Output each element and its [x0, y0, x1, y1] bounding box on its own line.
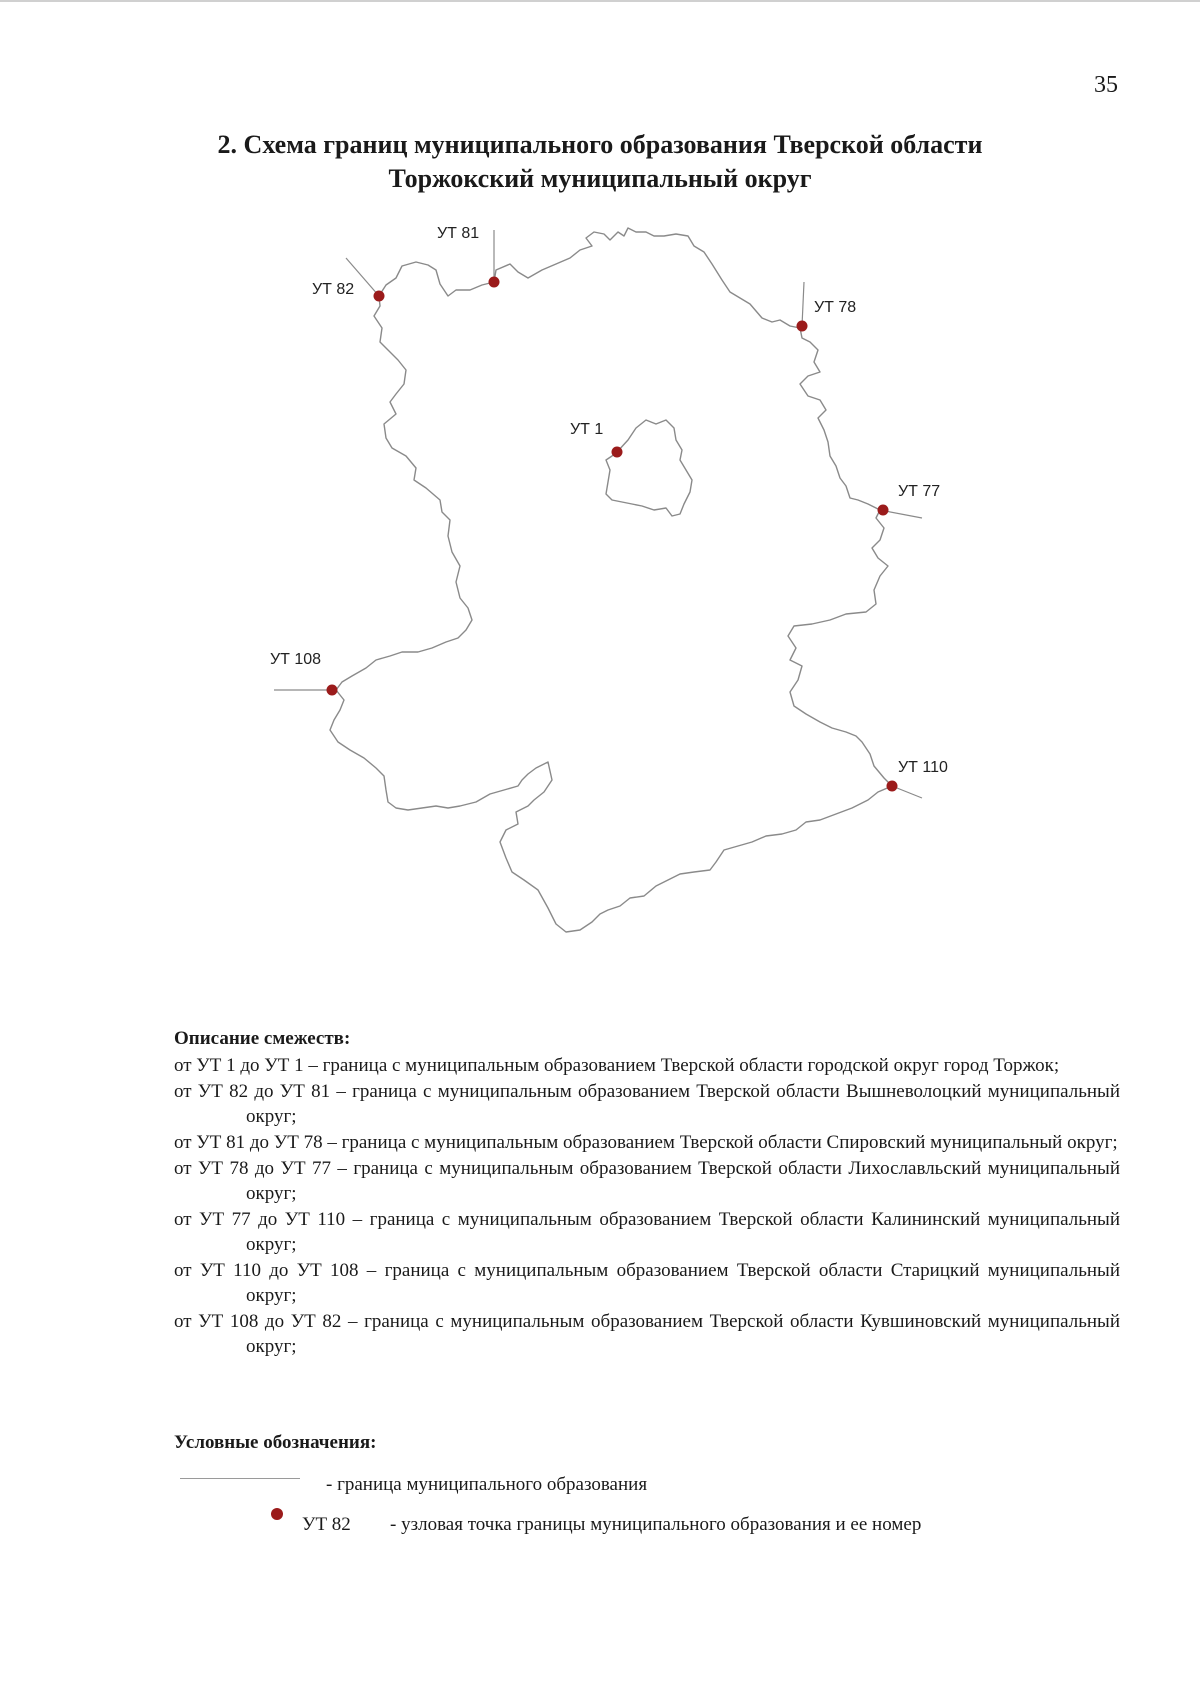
node-point-ut78 — [797, 321, 808, 332]
node-label-ut1: УТ 1 — [570, 421, 604, 438]
node-label-ut77: УТ 77 — [898, 483, 941, 500]
node-point-ut1 — [612, 447, 623, 458]
node-point-ut82 — [374, 291, 385, 302]
legend-node-dot-icon — [271, 1508, 283, 1520]
enclave-boundary — [606, 420, 692, 516]
legend-node-text: - узловая точка границы муниципального образования и ее номер — [390, 1514, 922, 1535]
legend-boundary-line — [180, 1478, 300, 1479]
description-item: от УТ 108 до УТ 82 – граница с муниципальным образованием Тверской области Кувшиновский муниципальный округ; — [174, 1311, 1120, 1357]
description-heading: Описание смежеств: — [174, 1028, 351, 1049]
node-point-ut110 — [887, 781, 898, 792]
legend-heading: Условные обозначения: — [174, 1432, 377, 1453]
description-item: от УТ 81 до УТ 78 – граница с муниципальным образованием Тверской области Спировский муниципальный округ; — [174, 1132, 1118, 1153]
node-label-ut78: УТ 78 — [814, 299, 857, 316]
leader-line-ut78 — [802, 282, 804, 326]
page-number: 35 — [1094, 72, 1118, 98]
legend-boundary-text: - граница муниципального образования — [326, 1474, 648, 1495]
node-label-ut82: УТ 82 — [312, 281, 355, 298]
node-point-ut81 — [489, 277, 500, 288]
description-item: от УТ 77 до УТ 110 – граница с муниципальным образованием Тверской области Калининский муниципальный округ; — [174, 1209, 1120, 1255]
node-point-ut77 — [878, 505, 889, 516]
description-item: от УТ 110 до УТ 108 – граница с муниципальным образованием Тверской области Старицкий муниципальный округ; — [174, 1260, 1120, 1306]
description-item: от УТ 78 до УТ 77 – граница с муниципальным образованием Тверской области Лихославльский муниципальный округ; — [174, 1158, 1120, 1204]
legend-node-label: УТ 82 — [302, 1514, 351, 1535]
adjacency-description — [174, 1026, 1120, 1360]
node-point-ut108 — [327, 685, 338, 696]
node-label-ut81: УТ 81 — [437, 225, 480, 242]
node-label-ut110: УТ 110 — [898, 759, 948, 776]
district-outer-boundary — [330, 228, 892, 932]
node-label-ut108: УТ 108 — [270, 651, 322, 668]
title-line-1: 2. Схема границ муниципального образования Тверской области — [217, 130, 983, 159]
title-line-2: Торжокский муниципальный округ — [388, 164, 812, 193]
description-item: от УТ 82 до УТ 81 – граница с муниципальным образованием Тверской области Вышневолоцкий муниципальный округ; — [174, 1081, 1120, 1127]
description-item: от УТ 1 до УТ 1 – граница с муниципальным образованием Тверской области городской округ город Торжок; — [174, 1055, 1060, 1076]
